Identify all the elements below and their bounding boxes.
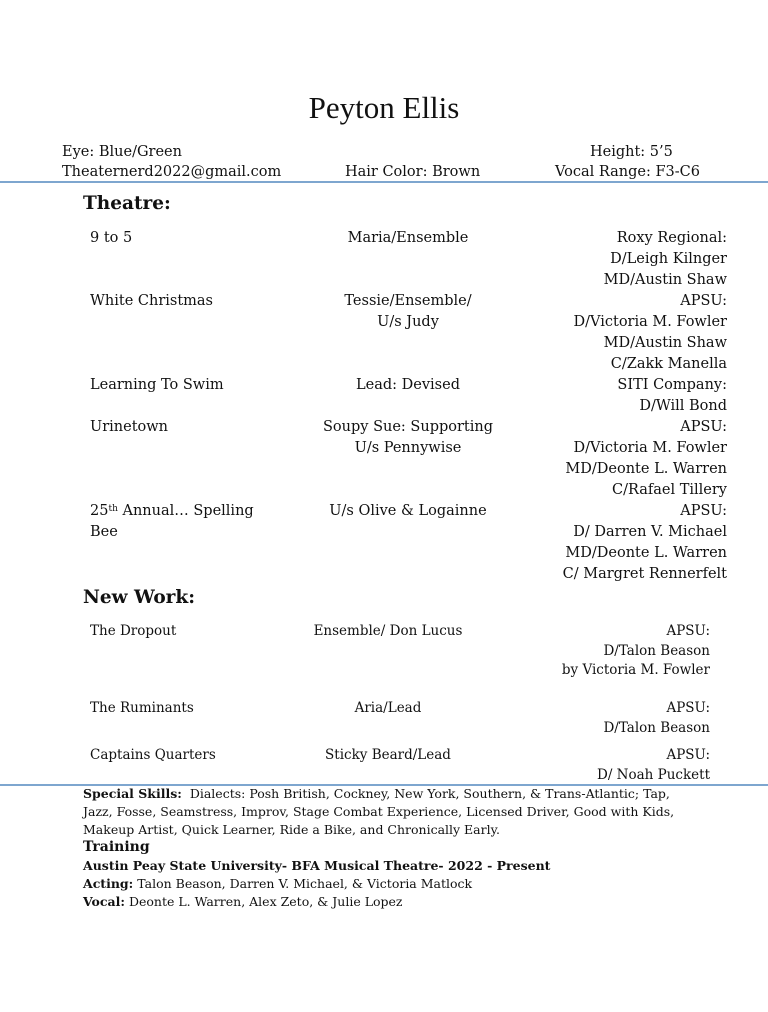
theatre-show: 25th Annual… Spelling Bee <box>90 503 254 540</box>
training-heading: Training <box>83 839 150 855</box>
training-vocal: Vocal: Deonte L. Warren, Alex Zeto, & Julie Lopez <box>83 894 403 909</box>
theatre-role: Maria/Ensemble <box>347 230 469 246</box>
new-work-show: The Ruminants <box>90 700 194 716</box>
new-work-show: The Dropout <box>90 623 177 639</box>
height: Height: 5’5 <box>590 144 673 160</box>
theatre-role: Lead: Devised <box>356 377 460 393</box>
training-school: Austin Peay State University- BFA Musical Theatre- 2022 - Present <box>83 858 551 873</box>
theatre-show: Urinetown <box>90 419 169 435</box>
new-work-role: Aria/Lead <box>354 700 422 716</box>
new-work-venue: APSU: D/ Noah Puckett <box>597 747 710 783</box>
training-acting: Acting: Talon Beason, Darren V. Michael, & Victoria Matlock <box>83 876 473 891</box>
theatre-show: White Christmas <box>90 293 214 309</box>
special-skills-label: Special Skills: <box>83 786 182 801</box>
divider-top <box>0 181 768 183</box>
new-work-venue: APSU: D/Talon Beason <box>603 700 710 736</box>
theatre-venue: SITI Company: D/Will Bond <box>617 377 727 414</box>
vocal-range: Vocal Range: F3-C6 <box>555 164 700 180</box>
email[interactable]: Theaternerd2022@gmail.com <box>62 164 282 180</box>
theatre-show: Learning To Swim <box>90 377 224 393</box>
theatre-venue: APSU: D/ Darren V. Michael MD/Deonte L. Warren C/ Margret Rennerfelt <box>562 503 727 582</box>
theatre-role: Soupy Sue: Supporting U/s Pennywise <box>322 419 493 456</box>
new-work-venue: APSU: D/Talon Beason by Victoria M. Fowler <box>561 623 710 678</box>
resume-name: Peyton Ellis <box>308 90 460 125</box>
theatre-show: 9 to 5 <box>90 230 133 246</box>
new-work-role: Sticky Beard/Lead <box>325 747 451 763</box>
hair-color: Hair Color: Brown <box>345 164 481 180</box>
special-skills <box>83 785 703 839</box>
new-work-show: Captains Quarters <box>90 747 216 763</box>
theatre-heading: Theatre: <box>83 193 171 214</box>
theatre-role: U/s Olive & Logainne <box>329 503 487 519</box>
new-work-heading: New Work: <box>83 587 196 608</box>
theatre-role: Tessie/Ensemble/ U/s Judy <box>344 293 472 330</box>
new-work-role: Ensemble/ Don Lucus <box>313 623 463 639</box>
theatre-venue: APSU: D/Victoria M. Fowler MD/Austin Shaw C/Zakk Manella <box>573 293 727 372</box>
special-skills-text: Dialects: Posh British, Cockney, New York, Southern, & Trans-Atlantic; Tap, Jazz, Fosse, Seamstress, Improv, Stage Combat Experience, Licensed Driver, Good with Kids, Makeup Artist, Quick Learner, Ride a Bike, and Chronically Early. <box>83 786 675 837</box>
theatre-venue: Roxy Regional: D/Leigh Kilnger MD/Austin Shaw <box>603 230 727 288</box>
eye-color: Eye: Blue/Green <box>62 144 182 160</box>
theatre-venue: APSU: D/Victoria M. Fowler MD/Deonte L. Warren C/Rafael Tillery <box>565 419 727 498</box>
